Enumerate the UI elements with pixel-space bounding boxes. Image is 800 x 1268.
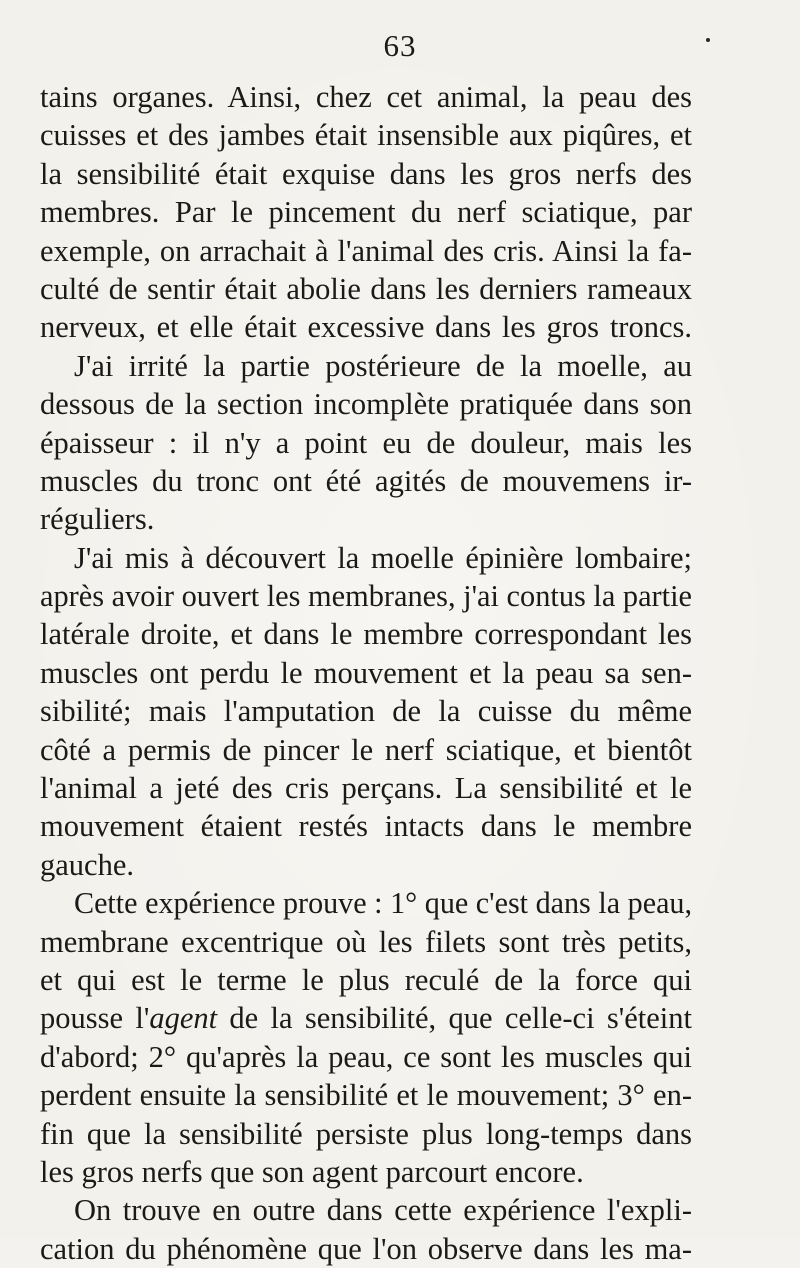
text-line: tains organes. Ainsi, chez cet animal, la peau des — [40, 80, 692, 114]
text-line: muscles du tronc ont été agités de mouvemens ir- — [40, 463, 692, 498]
text-line: sibilité; mais l'amputation de la cuisse du même — [40, 694, 692, 729]
text-line: Cette expérience prouve : 1° que c'est dans la peau, — [74, 886, 692, 921]
text-line: fin que la sensibilité persiste plus long-temps dans — [40, 1116, 692, 1151]
text-line: nerveux, et elle était excessive dans les gros troncs. — [40, 310, 692, 345]
text-line: latérale droite, et dans le membre correspondant les — [40, 617, 692, 652]
text-line: dessous de la section incomplète pratiquée dans son — [40, 387, 692, 422]
text-line: J'ai mis à découvert la moelle épinière lombaire; — [74, 540, 692, 575]
text-line: réguliers. — [40, 502, 155, 537]
text-line: épaisseur : il n'y a point eu de douleur, mais les — [40, 425, 692, 460]
page-number: 63 — [383, 28, 417, 63]
text-line: gauche. — [40, 847, 134, 882]
text-line: culté de sentir était abolie dans les derniers rameaux — [40, 271, 692, 306]
text-line: côté a permis de pincer le nerf sciatique, et bientôt — [40, 732, 692, 767]
text-line: pousse l'agent de la sensibilité, que celle-ci s'éteint — [40, 1001, 693, 1036]
text-line: perdent ensuite la sensibilité et le mouvement; 3° en- — [40, 1078, 692, 1113]
text-line: muscles ont perdu le mouvement et la peau sa sen- — [40, 655, 692, 690]
text-line: les gros nerfs que son agent parcourt encore. — [40, 1154, 584, 1189]
text-line: l'animal a jeté des cris perçans. La sensibilité et le — [40, 771, 692, 806]
text-line: J'ai irrité la partie postérieure de la moelle, au — [74, 348, 692, 383]
text-line: On trouve en outre dans cette expérience l'expli- — [74, 1193, 692, 1228]
ink-speck — [706, 38, 710, 42]
emphasized-word: agent — [149, 1001, 218, 1036]
text-line: la sensibilité était exquise dans les gros nerfs des — [40, 156, 692, 191]
text-line: d'abord; 2° qu'après la peau, ce sont les muscles qui — [40, 1039, 692, 1074]
text-line: après avoir ouvert les membranes, j'ai contus la partie — [40, 579, 692, 614]
text-line: cation du phénomène que l'on observe dans les ma- — [40, 1231, 692, 1266]
body-text — [40, 78, 692, 1268]
text-line: exemple, on arrachait à l'animal des cris. Ainsi la fa- — [40, 233, 692, 268]
text-line: mouvement étaient restés intacts dans le membre — [40, 809, 692, 844]
text-line: membres. Par le pincement du nerf sciatique, par — [40, 195, 692, 230]
text-line: et qui est le terme le plus reculé de la force qui — [40, 962, 692, 997]
text-line: cuisses et des jambes était insensible aux piqûres, et — [40, 118, 692, 153]
text-line: membrane excentrique où les filets sont très petits, — [40, 924, 692, 959]
